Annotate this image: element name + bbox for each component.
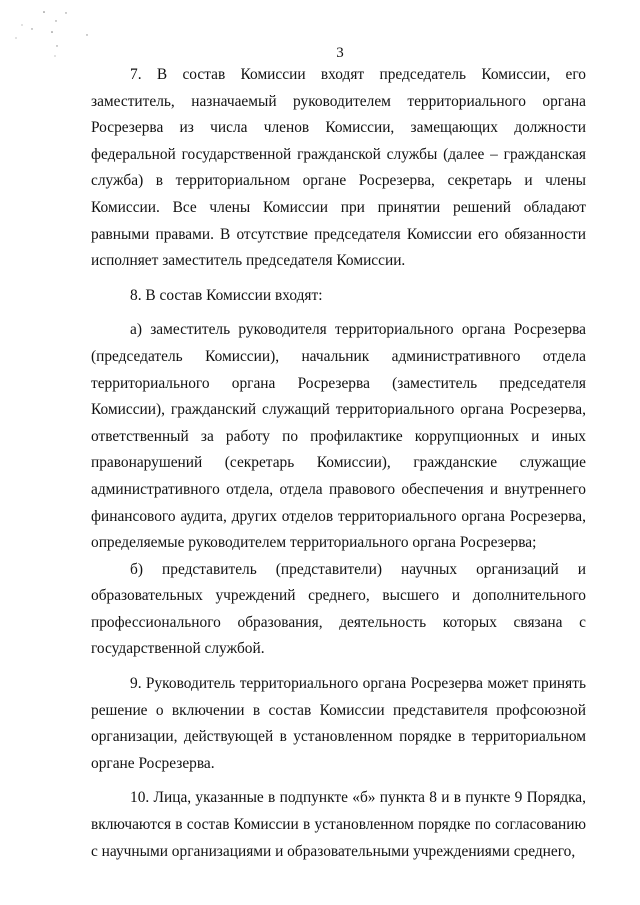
paragraph-8a: а) заместитель руководителя территориального органа Росрезерва (председатель Комиссии), начальник административного отдела территориального органа Росрезерва (заместитель председателя Комиссии), гражданский служащий территориального органа Росрезерва, ответственный за работу по профилактике коррупционных и иных правонарушений (секретарь Комиссии), гражданские служащие административного отдела, отдела правового обеспечения и внутреннего финансового аудита, других отделов территориального органа Росрезерва, определяемые руководителем территориального органа Росрезерва; [91,321,586,552]
paragraph-8b: б) представитель (представители) научных организаций и образовательных учреждений среднего, высшего и дополнительного профессионального образования, деятельность которых связана с государственной службой. [91,560,586,658]
page-number: 3 [336,45,344,61]
paragraph-8: 8. В состав Комиссии входят: [130,286,323,304]
paragraph-7: 7. В состав Комиссии входят председатель Комиссии, его заместитель, назначаемый руководителем территориального органа Росрезерва из числа членов Комиссии, замещающих должности федеральной государственной гражданской службы (далее – гражданская служба) в территориальном органе Росрезерва, секретарь и члены Комиссии. Все члены Комиссии при принятии решений обладают равными правами. В отсутствие председателя Комиссии его обязанности исполняет заместитель председателя Комиссии. [91,66,586,270]
paragraph-10: 10. Лица, указанные в подпункте «б» пункта 8 и в пункте 9 Порядка, включаются в состав Комиссии в установленном порядке по согласованию с научными организациями и образовательными учреждениями среднего, [91,789,586,860]
paragraph-9: 9. Руководитель территориального органа Росрезерва может принять решение о включении в состав Комиссии представителя профсоюзной организации, действующей в установленном порядке в территориальном органе Росрезерва. [91,675,586,772]
document-body [91,62,586,865]
